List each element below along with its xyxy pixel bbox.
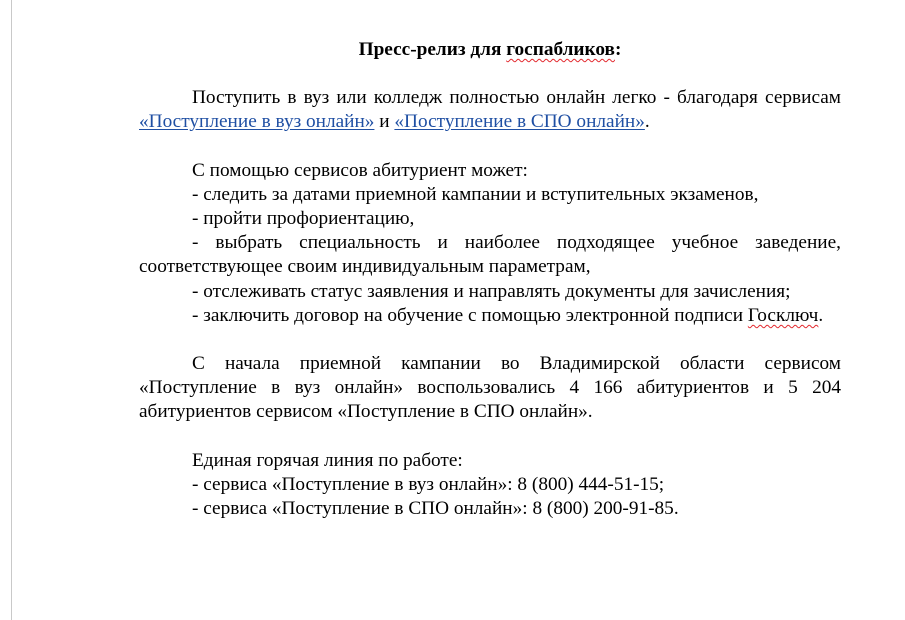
document-page	[11, 0, 905, 620]
services-item: - отслеживать статус заявления и направлять документы для зачисления;	[192, 280, 791, 302]
intro-text-after: .	[644, 111, 650, 133]
hotline-heading: Единая горячая линия по работе:	[192, 449, 463, 471]
services-item	[139, 304, 841, 328]
services-section	[139, 159, 841, 328]
misspelled-word[interactable]: Госключ	[747, 304, 819, 326]
link-vuz-online[interactable]: «Поступление в вуз онлайн»	[139, 111, 375, 133]
services-item: - пройти профориентацию,	[192, 208, 415, 230]
services-item: - следить за датами приемной кампании и вступительных экзаменов,	[192, 183, 759, 205]
document-title	[139, 34, 841, 62]
intro-text-before: Поступить в вуз или колледж полностью онлайн легко - благодаря сервисам	[192, 87, 841, 109]
misspelled-word[interactable]: госпабликов	[506, 39, 615, 60]
services-heading: С помощью сервисов абитуриент может:	[192, 159, 528, 181]
title-suffix: :	[614, 39, 622, 60]
stats-paragraph: С начала приемной кампании во Владимирской области сервисом «Поступление в вуз онлайн» воспользовались 4 166 абитуриентов и 5 204 абитуриентов сервисом «Поступление в СПО онлайн».	[139, 353, 841, 423]
intro-text-between: и	[374, 111, 395, 133]
hotline-line: - сервиса «Поступление в вуз онлайн»: 8 (800) 444-51-15;	[192, 473, 665, 495]
intro-paragraph	[139, 86, 841, 134]
title-prefix: Пресс-релиз для	[358, 39, 507, 60]
hotline-line: - сервиса «Поступление в СПО онлайн»: 8 (800) 200-91-85.	[192, 498, 679, 520]
document-body	[139, 34, 841, 521]
services-item-text: - заключить договор на обучение с помощью электронной подписи	[192, 304, 748, 326]
services-item: - выбрать специальность и наиболее подходящее учебное заведение, соответствующее своим индивидуальным параметрам,	[139, 232, 841, 278]
hotline-section	[139, 449, 841, 522]
link-spo-online[interactable]: «Поступление в СПО онлайн»	[394, 111, 645, 133]
services-item-end: .	[818, 304, 824, 326]
